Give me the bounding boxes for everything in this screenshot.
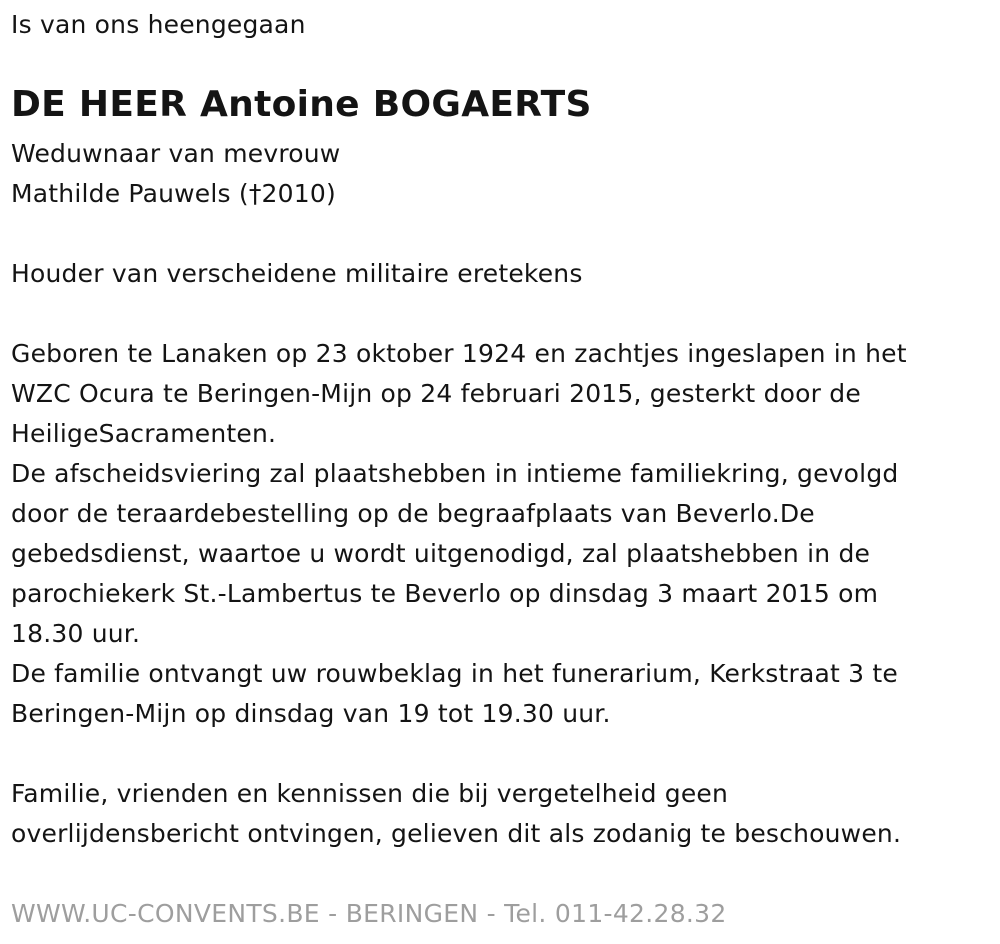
honours-text: Houder van verscheidene militaire eretekens <box>11 259 583 288</box>
closing-block <box>11 774 901 854</box>
closing-line: Familie, vrienden en kennissen die bij vergetelheid geen <box>11 779 729 808</box>
body-block <box>11 334 907 734</box>
honours-block <box>11 254 583 294</box>
body-line: door de teraardebestelling op de begraafplaats van Beverlo.De <box>11 499 815 528</box>
body-line: parochiekerk St.-Lambertus te Beverlo op dinsdag 3 maart 2015 om <box>11 579 879 608</box>
body-line: gebedsdienst, waartoe u wordt uitgenodigd, zal plaatshebben in de <box>11 539 871 568</box>
spouse-line: Weduwnaar van mevrouw <box>11 139 341 168</box>
body-line: Geboren te Lanaken op 23 oktober 1924 en zachtjes ingeslapen in het <box>11 339 907 368</box>
intro-text: Is van ons heengegaan <box>11 10 306 39</box>
closing-line: overlijdensbericht ontvingen, gelieven dit als zodanig te beschouwen. <box>11 819 902 848</box>
body-line: De afscheidsviering zal plaatshebben in intieme familiekring, gevolgd <box>11 459 899 488</box>
body-line: 18.30 uur. <box>11 619 141 648</box>
body-line: Beringen-Mijn op dinsdag van 19 tot 19.30 uur. <box>11 699 611 728</box>
body-line: De familie ontvangt uw rouwbeklag in het funerarium, Kerkstraat 3 te <box>11 659 899 688</box>
footer-contact: WWW.UC-CONVENTS.BE - BERINGEN - Tel. 011-42.28.32 <box>11 899 727 928</box>
deceased-name: DE HEER Antoine BOGAERTS <box>11 84 592 125</box>
body-line: HeiligeSacramenten. <box>11 419 277 448</box>
spouse-block <box>11 134 340 214</box>
spouse-line: Mathilde Pauwels (†2010) <box>11 179 336 208</box>
body-line: WZC Ocura te Beringen-Mijn op 24 februari 2015, gesterkt door de <box>11 379 861 408</box>
